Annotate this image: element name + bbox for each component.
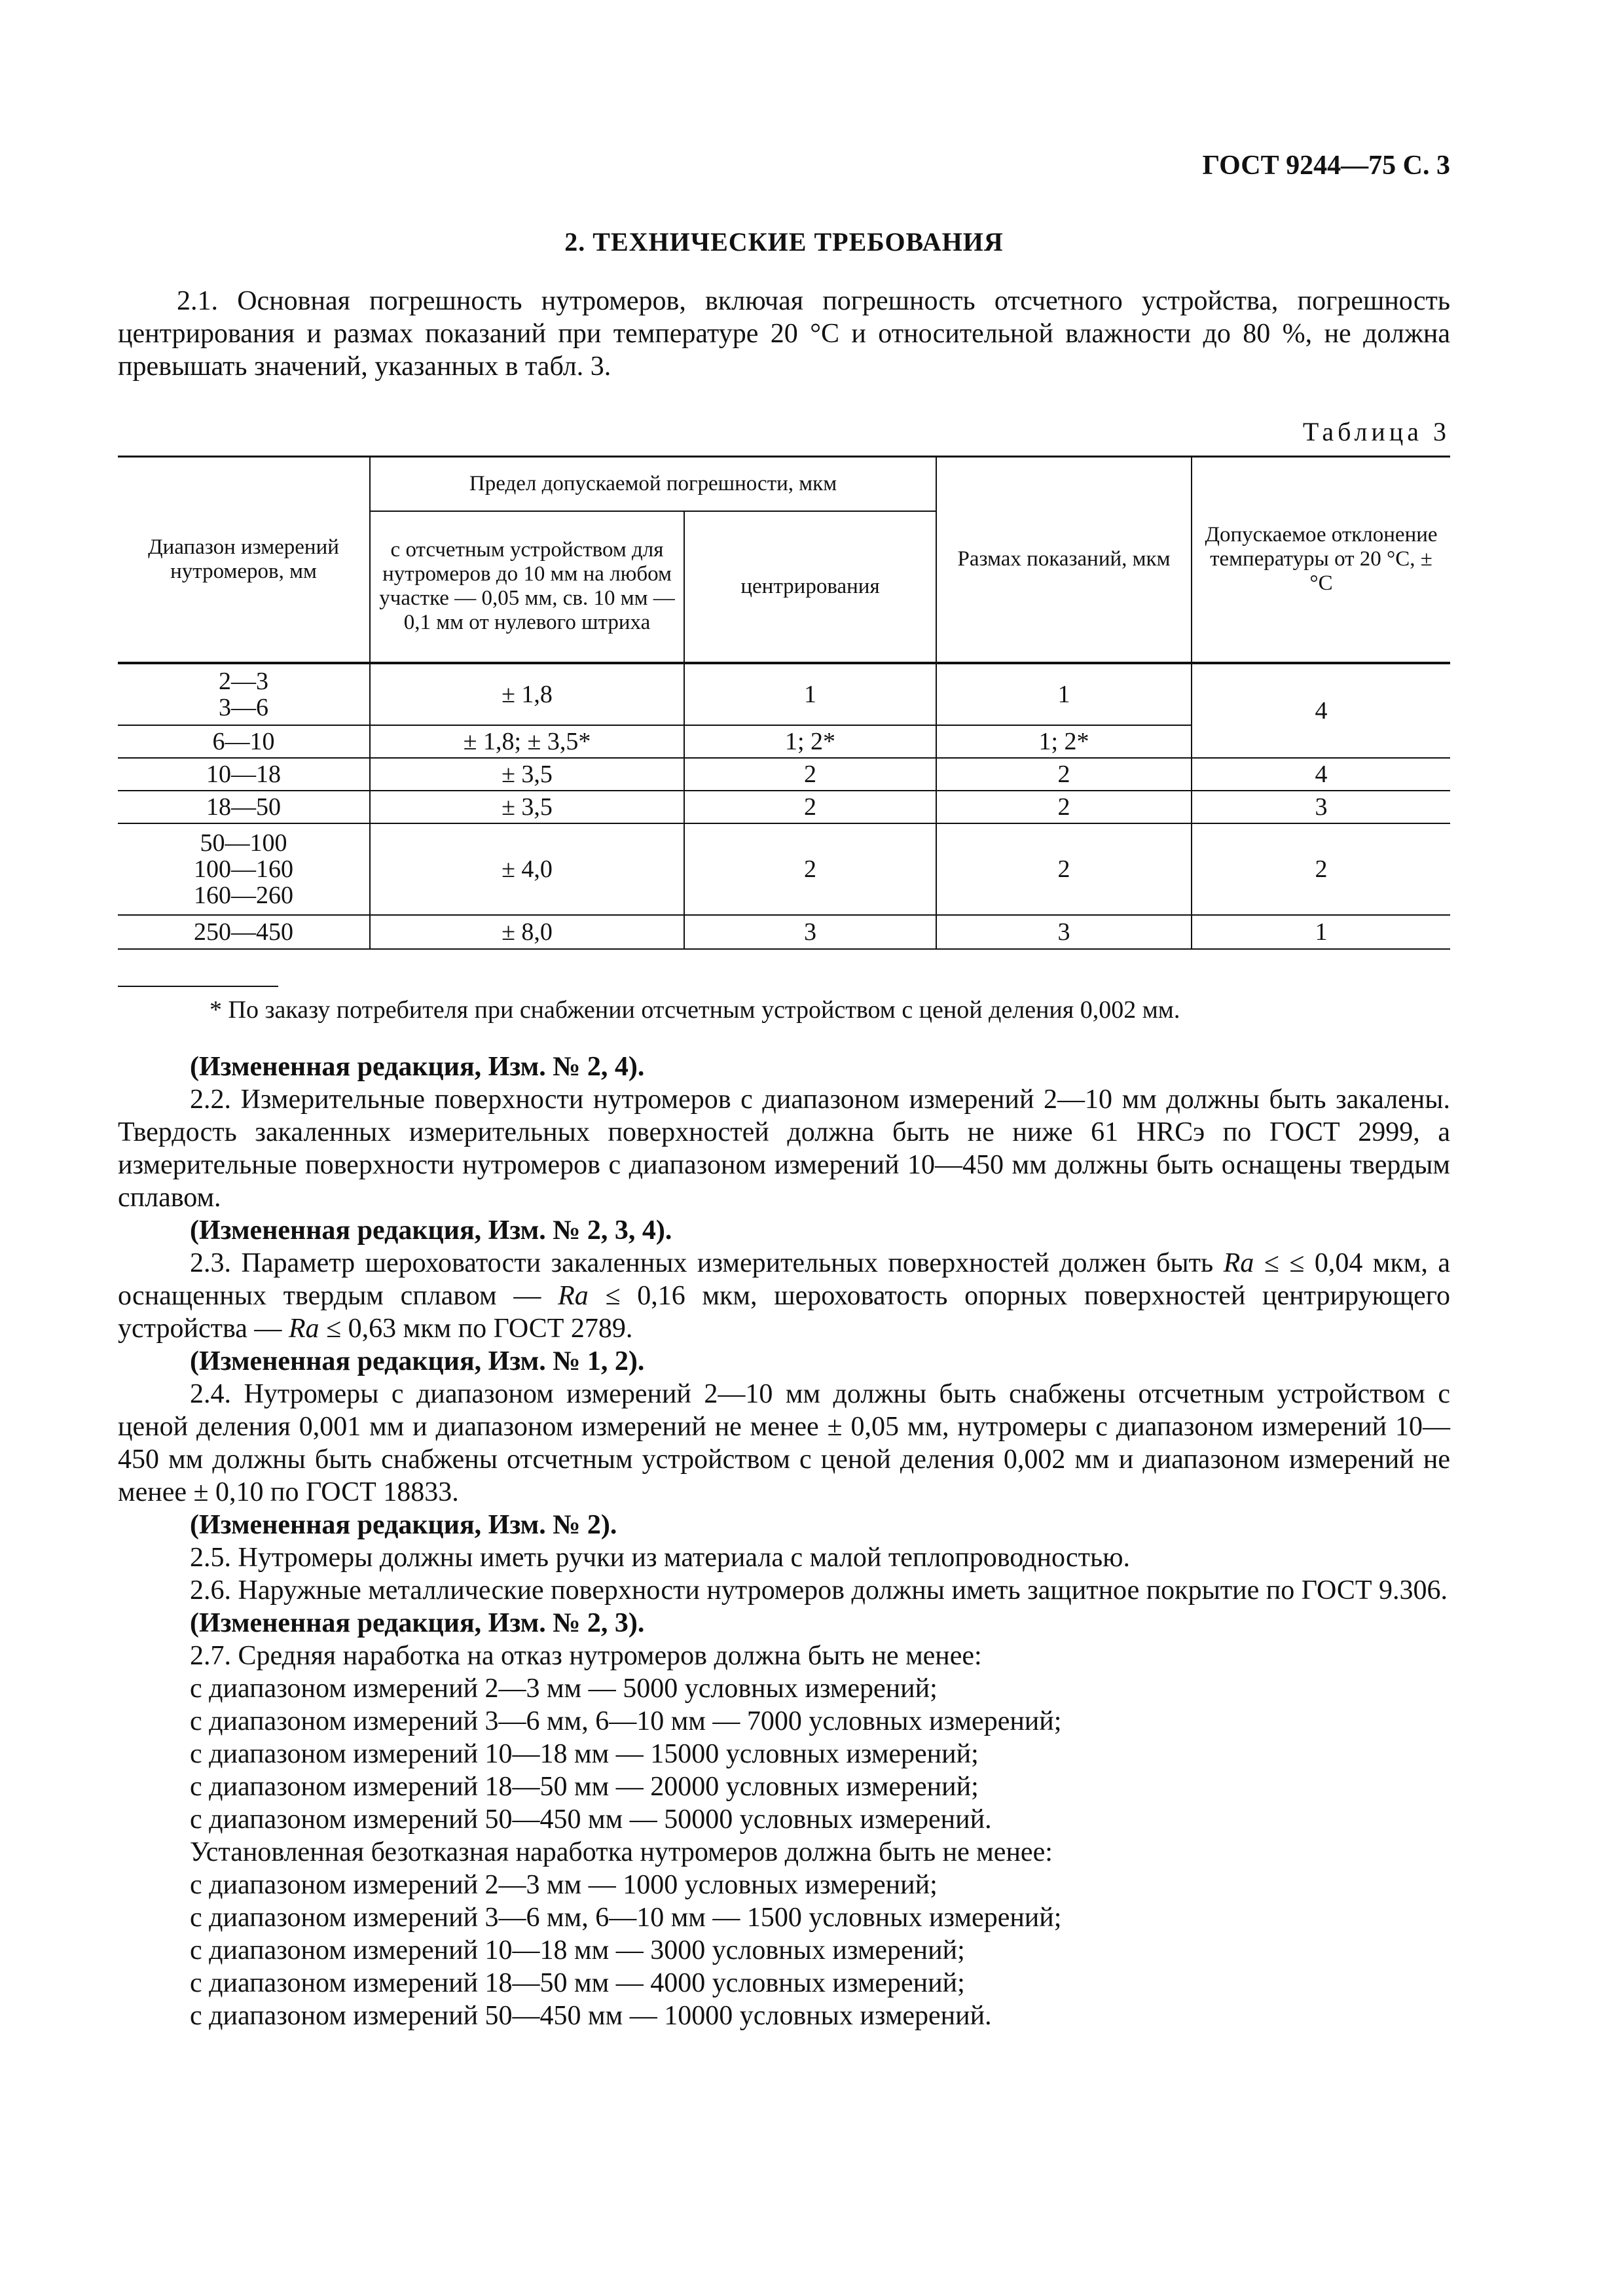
cell-center: 1 xyxy=(684,663,936,725)
table-row xyxy=(118,791,1450,823)
cell-temp: 2 xyxy=(1192,823,1450,915)
cell-spread: 3 xyxy=(936,915,1192,949)
cell-temp: 1 xyxy=(1192,915,1450,949)
cell-range: 6—10 xyxy=(118,725,370,758)
cell-reader: ± 8,0 xyxy=(370,915,684,949)
cell-range: 250—450 xyxy=(118,915,370,949)
cell-center: 2 xyxy=(684,823,936,915)
header-reader: с отсчетным устройством для нутромеров до 10 мм на любом участке — 0,05 мм, св. 10 мм — 0,1 мм от нулевого штриха xyxy=(370,511,684,663)
cell-center: 3 xyxy=(684,915,936,949)
revision-note: (Измененная редакция, Изм. № 2, 3). xyxy=(190,1608,645,1638)
header-range: Диапазон измерений нутромеров, мм xyxy=(118,457,370,663)
table-row xyxy=(118,758,1450,791)
cell-reader: ± 1,8; ± 3,5* xyxy=(370,725,684,758)
cell-reader: ± 3,5 xyxy=(370,758,684,791)
paragraph-2-4: 2.4. Нутромеры с диапазоном измерений 2—10 мм должны быть снабжены отсчетным устройством с ценой деления 0,001 мм и диапазоном измерений не менее ± 0,05 мм, нутромеры с диапазоном измерений 10—450 мм должны быть снабжены отсчетным устройством с ценой деления 0,002 мм и диапазоном измерений не менее ± 0,10 по ГОСТ 18833. xyxy=(118,1379,1450,1507)
table-label: Таблица 3 xyxy=(1302,417,1450,446)
header-limit: Предел допускаемой погрешности, мкм xyxy=(370,457,936,511)
cell-spread: 1; 2* xyxy=(936,725,1192,758)
list-item: с диапазоном измерений 3—6 мм, 6—10 мм — 1500 условных измерений; xyxy=(190,1903,1062,1933)
cell-reader: ± 3,5 xyxy=(370,791,684,823)
cell-reader: ± 1,8 xyxy=(370,663,684,725)
paragraph-2-7-b: Установленная безотказная наработка нутромеров должна быть не менее: xyxy=(190,1837,1053,1867)
page-header: ГОСТ 9244—75 С. 3 xyxy=(1202,151,1450,181)
list-item: с диапазоном измерений 18—50 мм — 4000 условных измерений; xyxy=(190,1968,965,1998)
cell-reader: ± 4,0 xyxy=(370,823,684,915)
cell-range: 50—100 100—160 160—260 xyxy=(118,823,370,915)
cell-center: 2 xyxy=(684,791,936,823)
list-item: с диапазоном измерений 18—50 мм — 20000 условных измерений; xyxy=(190,1772,979,1802)
header-temp: Допускаемое отклонение температуры от 20 °С, ± °С xyxy=(1192,457,1450,663)
cell-temp: 3 xyxy=(1192,791,1450,823)
cell-spread: 2 xyxy=(936,823,1192,915)
list-item: с диапазоном измерений 2—3 мм — 5000 условных измерений; xyxy=(190,1674,938,1704)
cell-range: 10—18 xyxy=(118,758,370,791)
list-item: с диапазоном измерений 2—3 мм — 1000 условных измерений; xyxy=(190,1870,938,1900)
paragraph-2-2: 2.2. Измерительные поверхности нутромеров с диапазоном измерений 2—10 мм должны быть закалены. Твердость закаленных измерительных поверхностей должна быть не ниже 61 HRCэ по ГОСТ 2999, а измерительные поверхности нутромеров с диапазоном измерений 10—450 мм должны быть оснащены твердым сплавом. xyxy=(118,1085,1450,1213)
section-title: 2. ТЕХНИЧЕСКИЕ ТРЕБОВАНИЯ xyxy=(564,227,1004,257)
list-item: с диапазоном измерений 50—450 мм — 50000 условных измерений. xyxy=(190,1804,992,1835)
list-item: с диапазоном измерений 50—450 мм — 10000 условных измерений. xyxy=(190,2001,992,2031)
revision-note: (Измененная редакция, Изм. № 2). xyxy=(190,1510,617,1540)
cell-spread: 2 xyxy=(936,758,1192,791)
cell-range: 18—50 xyxy=(118,791,370,823)
revision-note: (Измененная редакция, Изм. № 2, 4). xyxy=(190,1052,645,1082)
footnote-divider xyxy=(118,986,278,987)
cell-temp: 4 xyxy=(1192,663,1450,758)
revision-note: (Измененная редакция, Изм. № 2, 3, 4). xyxy=(190,1215,672,1246)
table-row xyxy=(118,663,1450,725)
table-row xyxy=(118,915,1450,949)
paragraph-2-5: 2.5. Нутромеры должны иметь ручки из материала с малой теплопроводностью. xyxy=(190,1543,1131,1573)
cell-center: 1; 2* xyxy=(684,725,936,758)
table-row xyxy=(118,823,1450,915)
header-spread: Размах показаний, мкм xyxy=(936,457,1192,663)
document-body xyxy=(118,1050,1450,2032)
list-item: с диапазоном измерений 10—18 мм — 3000 условных измерений; xyxy=(190,1935,965,1965)
table-footnote: * По заказу потребителя при снабжении отсчетным устройством с ценой деления 0,002 мм. xyxy=(210,996,1180,1024)
paragraph-2-1: 2.1. Основная погрешность нутромеров, включая погрешность отсчетного устройства, погрешность центрирования и размах показаний при температуре 20 °С и относительной влажности до 80 %, не должна превышать значений, указанных в табл. 3. xyxy=(118,286,1450,382)
list-item: с диапазоном измерений 10—18 мм — 15000 условных измерений; xyxy=(190,1739,979,1769)
paragraph-2-6: 2.6. Наружные металлические поверхности нутромеров должны иметь защитное покрытие по ГОСТ 9.306. xyxy=(190,1575,1448,1605)
paragraph-2-7: 2.7. Средняя наработка на отказ нутромеров должна быть не менее: xyxy=(190,1641,982,1671)
header-center: центрирования xyxy=(684,511,936,663)
spec-table xyxy=(118,456,1450,950)
paragraph-2-3: 2.3. Параметр шероховатости закаленных измерительных поверхностей должен быть Ra ≤ ≤ 0,04 мкм, а оснащенных твердым сплавом — Ra ≤ 0,16 мкм, шероховатость опорных поверхностей центрирующего устройства — Ra ≤ 0,63 мкм по ГОСТ 2789. xyxy=(118,1248,1450,1344)
revision-note: (Измененная редакция, Изм. № 1, 2). xyxy=(190,1346,645,1376)
cell-spread: 1 xyxy=(936,663,1192,725)
cell-spread: 2 xyxy=(936,791,1192,823)
cell-temp: 4 xyxy=(1192,758,1450,791)
cell-center: 2 xyxy=(684,758,936,791)
intro-paragraph xyxy=(118,285,1450,383)
list-item: с диапазоном измерений 3—6 мм, 6—10 мм — 7000 условных измерений; xyxy=(190,1706,1062,1736)
cell-range: 2—3 3—6 xyxy=(118,663,370,725)
